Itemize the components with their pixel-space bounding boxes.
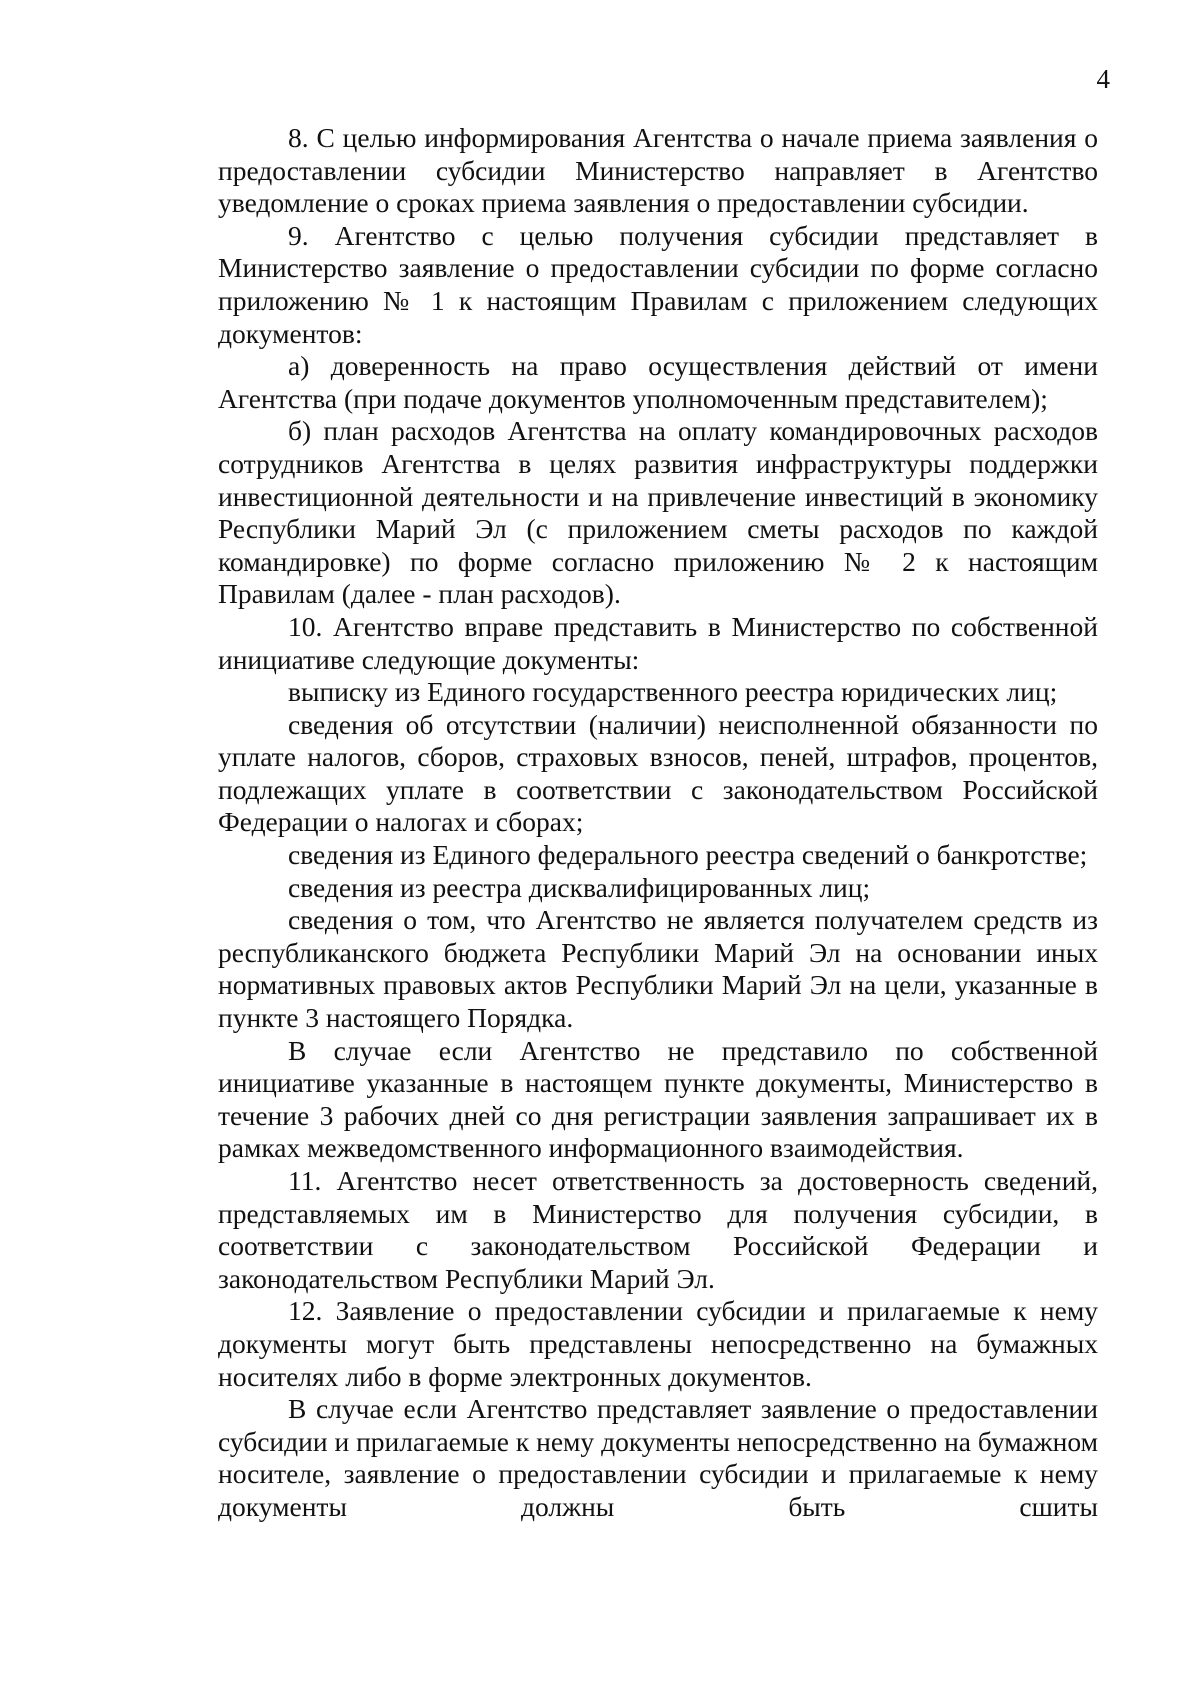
paragraph-12: 12. Заявление о предоставлении субсидии и прилагаемые к нему документы могут быть представлены непосредственно на бумажных носителях либо в форме электронных документов. (218, 1295, 1098, 1392)
document-body (218, 122, 1098, 1524)
paragraph-9: 9. Агентство с целью получения субсидии представляет в Министерство заявление о предоставлении субсидии по форме согласно приложению № 1 к настоящим Правилам с приложением следующих документов: (218, 219, 1098, 349)
paragraph-12-continued: В случае если Агентство представляет заявление о предоставлении субсидии и прилагаемые к нему документы непосредственно на бумажном носителе, заявление о предоставлении субсидии и прилагаемые к нему документы должны быть сшиты (218, 1393, 1098, 1522)
paragraph-10-item-1: выписку из Единого государственного реестра юридических лиц; (288, 676, 1058, 708)
paragraph-10: 10. Агентство вправе представить в Министерство по собственной инициативе следующие документы: (218, 610, 1098, 675)
paragraph-10-note: В случае если Агентство не представило по собственной инициативе указанные в настоящем пункте документы, Министерство в течение 3 рабочих дней со дня регистрации заявления запрашивает их в рамках межведомственного информационного взаимодействия. (218, 1034, 1098, 1164)
paragraph-10-item-3: сведения из Единого федерального реестра сведений о банкротстве; (288, 839, 1088, 871)
paragraph-9a: а) доверенность на право осуществления действий от имени Агентства (при подаче документов уполномоченным представителем); (218, 350, 1098, 414)
paragraph-11: 11. Агентство несет ответственность за достоверность сведений, представляемых им в Министерство для получения субсидии, в соответствии с законодательством Российской Федерации и законодательством Республики Марий Эл. (218, 1165, 1098, 1294)
paragraph-9b: б) план расходов Агентства на оплату командировочных расходов сотрудников Агентства в целях развития инфраструктуры поддержки инвестиционной деятельности и на привлечение инвестиций в экономику Республики Марий Эл (с приложением сметы расходов по каждой командировке) по форме согласно приложению № 2 к настоящим Правилам (далее - план расходов). (218, 415, 1098, 610)
paragraph-8: 8. С целью информирования Агентства о начале приема заявления о предоставлении субсидии Министерство направляет в Агентство уведомление о сроках приема заявления о предоставлении субсидии. (218, 122, 1098, 219)
paragraph-10-item-5: сведения о том, что Агентство не является получателем средств из республиканского бюджета Республики Марий Эл на основании иных нормативных правовых актов Республики Марий Эл на цели, указанные в пункте 3 настоящего Порядка. (218, 904, 1098, 1034)
paragraph-10-item-2: сведения об отсутствии (наличии) неисполненной обязанности по уплате налогов, сборов, страховых взносов, пеней, штрафов, процентов, подлежащих уплате в соответствии с законодательством Российской Федерации о налогах и сборах; (218, 708, 1098, 838)
page-number: 4 (1096, 64, 1110, 94)
paragraph-10-item-4: сведения из реестра дисквалифицированных лиц; (288, 871, 871, 903)
